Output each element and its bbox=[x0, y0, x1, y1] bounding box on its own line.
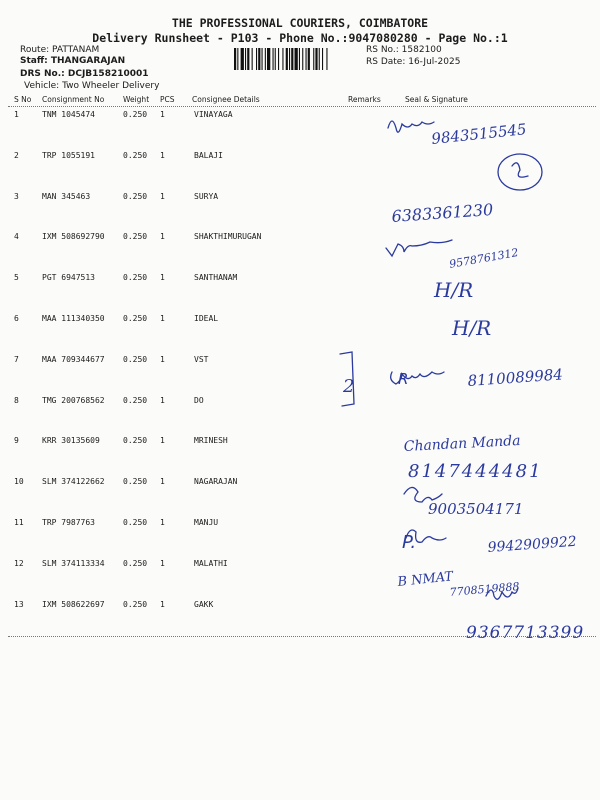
cell-weight: 0.250 bbox=[123, 110, 148, 119]
cell-weight: 0.250 bbox=[123, 599, 148, 609]
barcode-bar bbox=[258, 48, 260, 70]
cell-consignment: MAN 345463 bbox=[42, 191, 91, 201]
cell-pcs: 1 bbox=[160, 436, 165, 446]
cell-sno: 10 bbox=[14, 477, 24, 487]
cell-consignee: VST bbox=[194, 354, 209, 364]
signature-scribble bbox=[391, 372, 444, 384]
table-end-rule bbox=[8, 636, 596, 637]
cell-pcs: 1 bbox=[160, 232, 165, 242]
col-remarks: Remarks bbox=[348, 95, 381, 104]
cell-weight: 0.250 bbox=[123, 395, 148, 405]
cell-consignment: TRP 7987763 bbox=[42, 518, 95, 527]
barcode-bar bbox=[256, 48, 257, 70]
staff-field: Staff: THANGARAJAN bbox=[20, 56, 126, 66]
cell-sno: 4 bbox=[14, 232, 19, 242]
cell-consignment: PGT 6947513 bbox=[42, 273, 95, 283]
barcode-bar bbox=[245, 48, 246, 70]
barcode-bar bbox=[319, 48, 320, 70]
signature-scribble bbox=[386, 240, 452, 256]
header-rule bbox=[8, 106, 596, 107]
cell-pcs: 1 bbox=[160, 191, 165, 201]
cell-weight: 0.250 bbox=[123, 558, 148, 568]
cell-consignment: SLM 374113334 bbox=[42, 558, 105, 568]
cell-sno: 12 bbox=[14, 558, 24, 568]
cell-consignee: IDEAL bbox=[194, 314, 219, 323]
cell-sno: 9 bbox=[14, 436, 19, 446]
col-pcs: PCS bbox=[160, 95, 175, 104]
cell-pcs: 1 bbox=[160, 558, 165, 568]
cell-consignee: GAKK bbox=[194, 599, 214, 609]
cell-sno: 2 bbox=[14, 150, 19, 160]
signature-scribble bbox=[406, 530, 446, 542]
cell-pcs: 1 bbox=[160, 518, 165, 527]
barcode-bar bbox=[306, 48, 307, 70]
barcode-bar bbox=[234, 48, 236, 70]
cell-sno: 11 bbox=[14, 518, 24, 527]
cell-consignment: SLM 374122662 bbox=[42, 477, 105, 487]
cell-consignee: SURYA bbox=[194, 191, 219, 201]
drs-field: DRS No.: DCJB158210001 bbox=[20, 69, 149, 79]
cell-sno: 13 bbox=[14, 599, 24, 609]
runsheet-subtitle: Delivery Runsheet - P103 - Phone No.:9047080280 - Page No.:1 bbox=[92, 31, 508, 45]
cell-pcs: 1 bbox=[160, 110, 165, 119]
col-sno: S No bbox=[14, 95, 32, 104]
barcode-bar bbox=[275, 48, 276, 70]
company-title: THE PROFESSIONAL COURIERS, COIMBATORE bbox=[171, 16, 429, 30]
cell-consignee: VINAYAGA bbox=[194, 110, 233, 119]
hw-phone: 8147444481 bbox=[408, 461, 543, 482]
col-weight: Weight bbox=[123, 95, 150, 104]
col-seal: Seal & Signature bbox=[405, 95, 468, 104]
cell-sno: 7 bbox=[14, 354, 19, 364]
col-consignment: Consignment No bbox=[42, 95, 105, 104]
cell-consignment: TMG 200768562 bbox=[42, 395, 105, 405]
hw-initials: P. bbox=[402, 532, 417, 553]
cell-consignee: SANTHANAM bbox=[194, 273, 238, 283]
cell-weight: 0.250 bbox=[123, 191, 148, 201]
barcode-bar bbox=[265, 48, 266, 70]
cell-weight: 0.250 bbox=[123, 314, 148, 323]
barcode-bar bbox=[302, 48, 303, 70]
cell-sno: 3 bbox=[14, 191, 19, 201]
cell-sno: 1 bbox=[14, 110, 19, 119]
barcode-bar bbox=[286, 48, 288, 70]
vehicle-field: Vehicle: Two Wheeler Delivery bbox=[24, 81, 160, 91]
cell-consignment: IXM 508692790 bbox=[42, 232, 105, 242]
cell-pcs: 1 bbox=[160, 599, 165, 609]
cell-consignment: TRP 1055191 bbox=[42, 150, 95, 160]
cell-consignee: NAGARAJAN bbox=[194, 477, 238, 487]
hw-phone: 9578761312 bbox=[448, 245, 520, 271]
cell-pcs: 1 bbox=[160, 354, 165, 364]
cell-weight: 0.250 bbox=[123, 477, 148, 487]
barcode-bar bbox=[267, 48, 270, 70]
cell-consignee: DO bbox=[194, 395, 204, 405]
barcode-bar bbox=[252, 48, 253, 70]
route-field: Route: PATTANAM bbox=[20, 45, 100, 55]
cell-pcs: 1 bbox=[160, 395, 165, 405]
cell-sno: 8 bbox=[14, 395, 19, 405]
barcode-bar bbox=[313, 48, 314, 70]
barcode-bar bbox=[326, 48, 327, 70]
hw-phone: 6383361230 bbox=[390, 199, 494, 226]
signature-scribble bbox=[388, 121, 434, 132]
barcode-bar bbox=[322, 48, 323, 70]
rs-number: RS No.: 1582100 bbox=[366, 45, 442, 55]
hw-note: H/R bbox=[434, 278, 474, 302]
barcode-bar bbox=[278, 48, 279, 70]
cell-consignee: MRINESH bbox=[194, 436, 228, 446]
cell-pcs: 1 bbox=[160, 314, 165, 323]
hw-phone: 9942909922 bbox=[487, 533, 578, 556]
cell-weight: 0.250 bbox=[123, 273, 148, 283]
cell-consignment: MAA 709344677 bbox=[42, 354, 105, 364]
cell-weight: 0.250 bbox=[123, 518, 148, 527]
cell-weight: 0.250 bbox=[123, 150, 148, 160]
barcode-bar bbox=[247, 48, 249, 70]
hw-name: B NMAT bbox=[396, 569, 454, 590]
barcode-bar bbox=[262, 48, 263, 70]
barcode-bar bbox=[308, 48, 310, 70]
circled-stamp bbox=[498, 154, 542, 190]
cell-pcs: 1 bbox=[160, 273, 165, 283]
barcode-bar bbox=[299, 48, 300, 70]
cell-sno: 6 bbox=[14, 314, 19, 323]
cell-consignee: BALAJI bbox=[194, 150, 223, 160]
bracket-mark bbox=[340, 352, 354, 406]
barcode-bar bbox=[289, 48, 290, 70]
cell-weight: 0.250 bbox=[123, 232, 148, 242]
rs-date: RS Date: 16-Jul-2025 bbox=[366, 57, 461, 67]
hw-phone: 9843515545 bbox=[430, 120, 528, 148]
hw-note: H/R bbox=[452, 316, 492, 340]
hw-phone: 9367713399 bbox=[466, 623, 585, 643]
cell-consignee: MALATHI bbox=[194, 558, 228, 568]
hw-initials: R bbox=[398, 370, 409, 388]
barcode-bar bbox=[295, 48, 298, 70]
signature-scribble bbox=[486, 588, 518, 599]
cell-pcs: 1 bbox=[160, 477, 165, 487]
hw-phone: 9003504171 bbox=[428, 500, 524, 518]
cell-consignment: IXM 508622697 bbox=[42, 599, 105, 609]
col-consignee: Consignee Details bbox=[192, 95, 260, 104]
cell-weight: 0.250 bbox=[123, 436, 148, 446]
barcode-bar bbox=[282, 48, 283, 70]
barcode-bar bbox=[241, 48, 244, 70]
hw-phone: 7708519888 bbox=[449, 579, 520, 599]
cell-consignment: MAA 111340350 bbox=[42, 314, 105, 323]
barcode-bar bbox=[237, 48, 238, 70]
barcode-bar bbox=[315, 48, 317, 70]
barcode bbox=[234, 48, 356, 70]
signature-scribble bbox=[404, 487, 442, 502]
cell-consignee: MANJU bbox=[194, 518, 219, 527]
cell-consignee: SHAKTHIMURUGAN bbox=[194, 232, 262, 242]
barcode-bar bbox=[291, 48, 293, 70]
cell-consignment: TNM 1045474 bbox=[42, 110, 95, 119]
cell-weight: 0.250 bbox=[123, 354, 148, 364]
hw-phone: 8110089984 bbox=[467, 365, 564, 390]
cell-sno: 5 bbox=[14, 273, 19, 283]
cell-consignment: KRR 30135609 bbox=[42, 436, 100, 446]
cell-pcs: 1 bbox=[160, 150, 165, 160]
hw-circled-number: 2 bbox=[343, 376, 355, 397]
hw-name: Chandan Manda bbox=[403, 432, 521, 455]
barcode-bar bbox=[273, 48, 274, 70]
